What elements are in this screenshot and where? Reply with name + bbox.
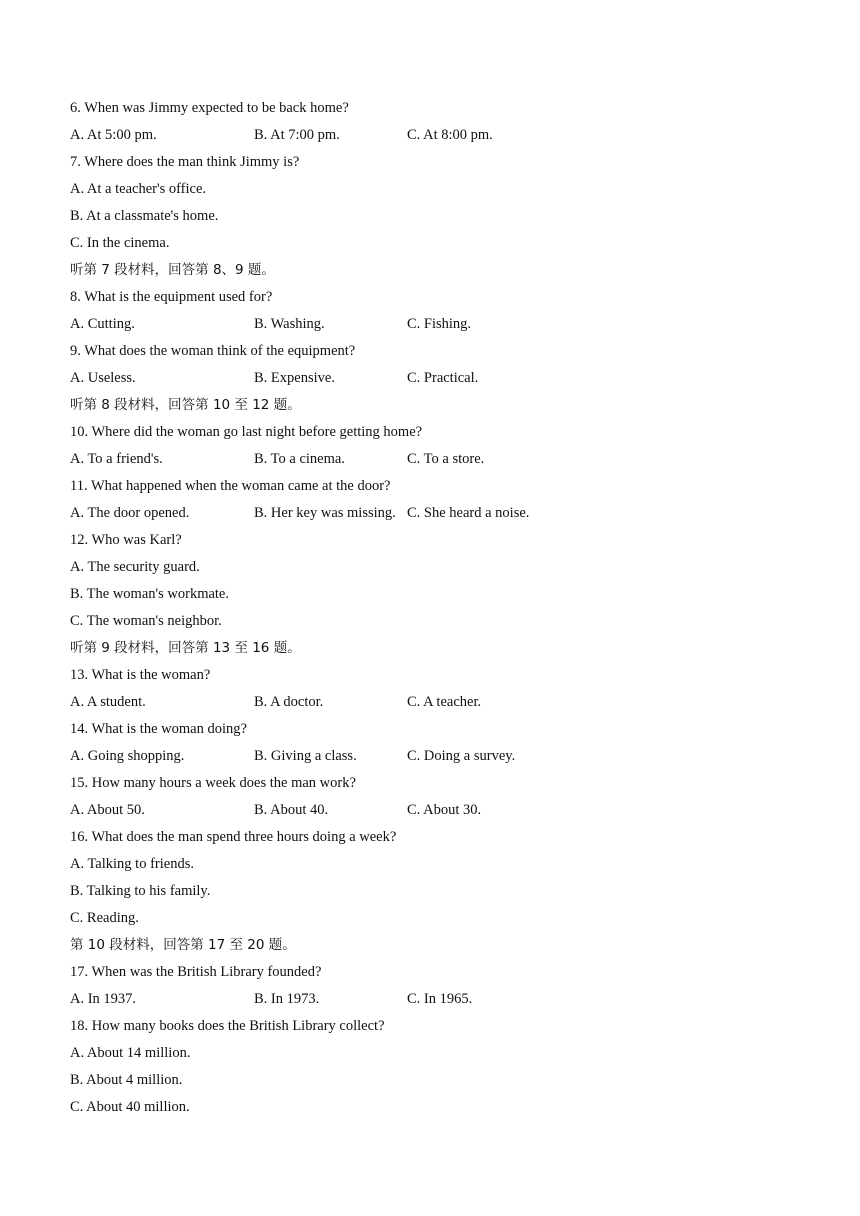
answer-option-line bbox=[70, 1097, 790, 1124]
answer-option-text: A. Talking to friends. bbox=[70, 856, 194, 872]
question-text: 11. What happened when the woman came at the door? bbox=[70, 478, 391, 494]
answer-option-c: C. In 1965. bbox=[407, 991, 473, 1007]
answer-option-c: C. Practical. bbox=[407, 370, 479, 386]
question-text: 13. What is the woman? bbox=[70, 667, 211, 683]
answer-option-b: B. Expensive. bbox=[254, 370, 335, 386]
answer-option-c: C. She heard a noise. bbox=[407, 505, 530, 521]
question-text: 14. What is the woman doing? bbox=[70, 721, 247, 737]
answer-option-a: A. The door opened. bbox=[70, 505, 190, 521]
answer-option-a: A. In 1937. bbox=[70, 991, 137, 1007]
answer-option-a: A. About 50. bbox=[70, 802, 145, 818]
answer-options-row bbox=[70, 368, 790, 395]
answer-option-line bbox=[70, 1043, 790, 1070]
answer-option-line bbox=[70, 233, 790, 260]
question-text: 16. What does the man spend three hours doing a week? bbox=[70, 829, 397, 845]
answer-option-line bbox=[70, 557, 790, 584]
question-text: 17. When was the British Library founded? bbox=[70, 964, 322, 980]
answer-options-row bbox=[70, 125, 790, 152]
question-line bbox=[70, 1016, 790, 1043]
answer-option-text: C. In the cinema. bbox=[70, 235, 170, 251]
section-instruction bbox=[70, 935, 790, 962]
question-line bbox=[70, 152, 790, 179]
question-line bbox=[70, 476, 790, 503]
answer-options-row bbox=[70, 314, 790, 341]
answer-options-row bbox=[70, 503, 790, 530]
answer-option-b: B. About 40. bbox=[254, 802, 329, 818]
question-line bbox=[70, 287, 790, 314]
section-instruction bbox=[70, 260, 790, 287]
answer-option-c: C. Doing a survey. bbox=[407, 748, 516, 764]
question-text: 8. What is the equipment used for? bbox=[70, 289, 273, 305]
question-text: 12. Who was Karl? bbox=[70, 532, 182, 548]
answer-option-a: A. Going shopping. bbox=[70, 748, 185, 764]
answer-option-text: A. About 14 million. bbox=[70, 1045, 191, 1061]
answer-option-line bbox=[70, 179, 790, 206]
question-line bbox=[70, 98, 790, 125]
question-line bbox=[70, 341, 790, 368]
answer-options-row bbox=[70, 692, 790, 719]
section-instruction bbox=[70, 638, 790, 665]
answer-option-c: C. A teacher. bbox=[407, 694, 482, 710]
answer-option-text: A. At a teacher's office. bbox=[70, 181, 207, 197]
answer-option-line bbox=[70, 908, 790, 935]
answer-options-row bbox=[70, 800, 790, 827]
section-instruction-text: 听第 7 段材料，回答第 8、9 题。 bbox=[70, 262, 275, 278]
answer-option-line bbox=[70, 1070, 790, 1097]
answer-option-a: A. Cutting. bbox=[70, 316, 135, 332]
answer-option-a: A. A student. bbox=[70, 694, 146, 710]
section-instruction-text: 第 10 段材料，回答第 17 至 20 题。 bbox=[70, 937, 296, 953]
answer-option-line bbox=[70, 584, 790, 611]
question-text: 9. What does the woman think of the equipment? bbox=[70, 343, 356, 359]
answer-option-b: B. Giving a class. bbox=[254, 748, 357, 764]
answer-option-b: B. Her key was missing. bbox=[254, 505, 396, 521]
answer-option-text: C. About 40 million. bbox=[70, 1099, 190, 1115]
question-line bbox=[70, 530, 790, 557]
question-text: 7. Where does the man think Jimmy is? bbox=[70, 154, 300, 170]
answer-option-line bbox=[70, 206, 790, 233]
document-page bbox=[70, 98, 790, 1124]
answer-option-text: C. The woman's neighbor. bbox=[70, 613, 222, 629]
answer-option-c: C. About 30. bbox=[407, 802, 482, 818]
question-line bbox=[70, 962, 790, 989]
answer-option-c: C. At 8:00 pm. bbox=[407, 127, 493, 143]
question-line bbox=[70, 665, 790, 692]
question-text: 15. How many hours a week does the man work? bbox=[70, 775, 356, 791]
answer-option-b: B. To a cinema. bbox=[254, 451, 345, 467]
answer-option-text: B. At a classmate's home. bbox=[70, 208, 219, 224]
answer-option-text: B. The woman's workmate. bbox=[70, 586, 229, 602]
question-line bbox=[70, 827, 790, 854]
question-text: 6. When was Jimmy expected to be back home? bbox=[70, 100, 349, 116]
answer-option-line bbox=[70, 611, 790, 638]
answer-option-b: B. At 7:00 pm. bbox=[254, 127, 340, 143]
question-text: 10. Where did the woman go last night before getting home? bbox=[70, 424, 423, 440]
answer-option-a: A. Useless. bbox=[70, 370, 136, 386]
answer-option-b: B. In 1973. bbox=[254, 991, 320, 1007]
question-line bbox=[70, 773, 790, 800]
answer-option-a: A. To a friend's. bbox=[70, 451, 163, 467]
answer-option-c: C. Fishing. bbox=[407, 316, 472, 332]
section-instruction-text: 听第 9 段材料，回答第 13 至 16 题。 bbox=[70, 640, 301, 656]
section-instruction-text: 听第 8 段材料，回答第 10 至 12 题。 bbox=[70, 397, 301, 413]
answer-option-text: B. About 4 million. bbox=[70, 1072, 183, 1088]
question-line bbox=[70, 422, 790, 449]
answer-options-row bbox=[70, 449, 790, 476]
answer-option-c: C. To a store. bbox=[407, 451, 485, 467]
section-instruction bbox=[70, 395, 790, 422]
question-text: 18. How many books does the British Library collect? bbox=[70, 1018, 385, 1034]
answer-option-text: A. The security guard. bbox=[70, 559, 200, 575]
answer-option-line bbox=[70, 881, 790, 908]
answer-option-text: B. Talking to his family. bbox=[70, 883, 211, 899]
answer-option-b: B. A doctor. bbox=[254, 694, 324, 710]
answer-option-a: A. At 5:00 pm. bbox=[70, 127, 157, 143]
answer-option-text: C. Reading. bbox=[70, 910, 139, 926]
answer-option-b: B. Washing. bbox=[254, 316, 325, 332]
answer-option-line bbox=[70, 854, 790, 881]
question-line bbox=[70, 719, 790, 746]
answer-options-row bbox=[70, 989, 790, 1016]
answer-options-row bbox=[70, 746, 790, 773]
